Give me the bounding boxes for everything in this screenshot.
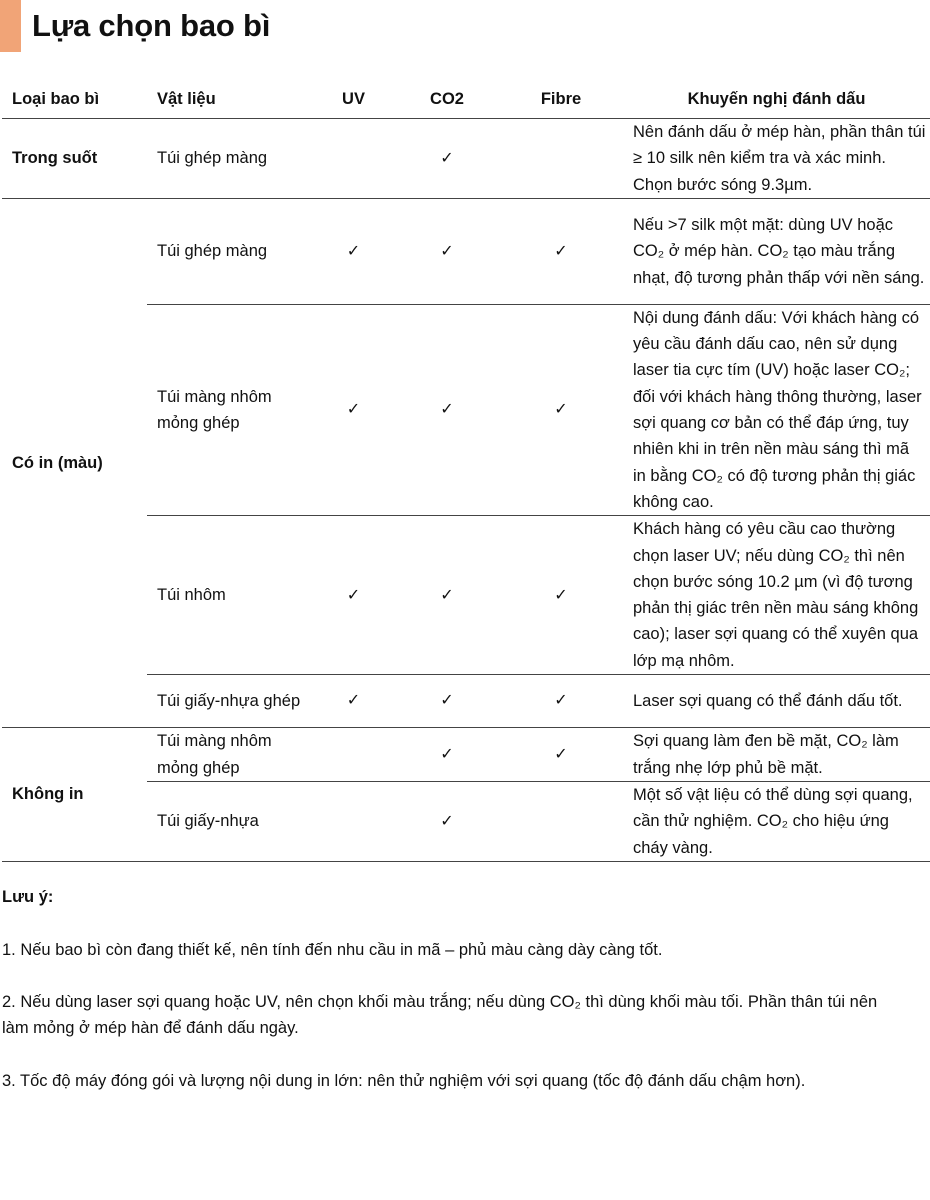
co2-cell [395,119,499,199]
recommendation-cell: Laser sợi quang có thể đánh dấu tốt. [623,675,930,728]
material-cell: Túi nhôm [147,516,312,675]
check-icon: ✓ [554,745,568,763]
fibre-cell [499,675,623,728]
material-cell: Túi ghép màng [147,198,312,304]
header-recommendation: Khuyến nghị đánh dấu [623,80,930,119]
material-cell: Túi giấy-nhựa ghép [147,675,312,728]
recommendation-cell: Một số vật liệu có thể dùng sợi quang, cần thử nghiệm. CO₂ cho hiệu ứng cháy vàng. [623,782,930,862]
check-icon: ✓ [346,692,361,710]
table-row [2,119,930,199]
recommendation-cell: Nội dung đánh dấu: Với khách hàng có yêu cầu đánh dấu cao, nên sử dụng laser tia cực tím (UV) hoặc laser CO₂; đối với khách hàng thông thường, laser sợi quang cơ bản có thể đáp ứng, tuy nhiên khi in trên nền màu sáng thì mã in bằng CO₂ có độ tương phản thị giác không cao. [623,304,930,515]
fibre-cell [499,119,623,199]
check-icon: ✓ [440,812,454,830]
packaging-table [2,80,930,862]
table-header-row [2,80,930,119]
co2-cell [395,675,499,728]
header-uv: UV [312,80,395,119]
header-type: Loại bao bì [2,80,147,119]
group-type-clear: Trong suốt [2,119,147,199]
fibre-cell [499,516,623,675]
material-cell: Túi ghép màng [147,119,312,199]
check-icon: ✓ [346,401,361,419]
recommendation-cell: Nên đánh dấu ở mép hàn, phần thân túi ≥ 10 silk nên kiểm tra và xác minh. Chọn bước sóng 9.3µm. [623,119,930,199]
check-icon: ✓ [440,745,454,763]
recommendation-cell: Sợi quang làm đen bề mặt, CO₂ làm trắng nhẹ lớp phủ bề mặt. [623,728,930,782]
check-icon: ✓ [440,401,454,419]
check-icon: ✓ [440,242,454,260]
page-title: Lựa chọn bao bì [32,8,271,43]
check-icon: ✓ [440,586,454,604]
co2-cell [395,782,499,862]
fibre-cell [499,728,623,782]
note-item: 1. Nếu bao bì còn đang thiết kế, nên tính đến nhu cầu in mã – phủ màu càng dày càng tốt. [2,940,663,959]
uv-cell [312,675,395,728]
uv-cell [312,198,395,304]
table-row [2,198,930,304]
notes-heading: Lưu ý: [2,888,54,906]
material-cell: Túi màng nhôm mỏng ghép [147,304,312,515]
check-icon: ✓ [554,242,568,260]
check-icon: ✓ [554,692,568,710]
check-icon: ✓ [346,586,361,604]
fibre-cell [499,782,623,862]
note-item: 2. Nếu dùng laser sợi quang hoặc UV, nên chọn khối màu trắng; nếu dùng CO₂ thì dùng khối màu tối. Phần thân túi nên làm mỏng ở mép hàn để đánh dấu ngày. [2,993,878,1038]
uv-cell [312,516,395,675]
co2-cell [395,198,499,304]
uv-cell [312,728,395,782]
fibre-cell [499,304,623,515]
check-icon: ✓ [554,401,568,419]
title-accent-bar [0,0,21,52]
co2-cell [395,516,499,675]
notes-section [2,884,902,1121]
co2-cell [395,728,499,782]
check-icon: ✓ [346,242,361,260]
check-icon: ✓ [440,149,454,167]
header-co2: CO2 [395,80,499,119]
recommendation-cell: Nếu >7 silk một mặt: dùng UV hoặc CO₂ ở mép hàn. CO₂ tạo màu trắng nhạt, độ tương phản thấp với nền sáng. [623,198,930,304]
group-type-unprinted: Không in [2,728,147,862]
uv-cell [312,304,395,515]
header-material: Vật liệu [147,80,312,119]
material-cell: Túi màng nhôm mỏng ghép [147,728,312,782]
note-item: 3. Tốc độ máy đóng gói và lượng nội dung in lớn: nên thử nghiệm với sợi quang (tốc độ đánh dấu chậm hơn). [2,1072,806,1091]
header-fibre: Fibre [499,80,623,119]
uv-cell [312,782,395,862]
uv-cell [312,119,395,199]
co2-cell [395,304,499,515]
material-cell: Túi giấy-nhựa [147,782,312,862]
recommendation-cell: Khách hàng có yêu cầu cao thường chọn laser UV; nếu dùng CO₂ thì nên chọn bước sóng 10.2 µm (vì độ tương phản thị giác trên nền màu sáng không cao); laser sợi quang có thể xuyên qua lớp mạ nhôm. [623,516,930,675]
check-icon: ✓ [440,692,454,710]
fibre-cell [499,198,623,304]
group-type-printed: Có in (màu) [2,198,147,727]
table-row [2,728,930,782]
check-icon: ✓ [554,586,568,604]
